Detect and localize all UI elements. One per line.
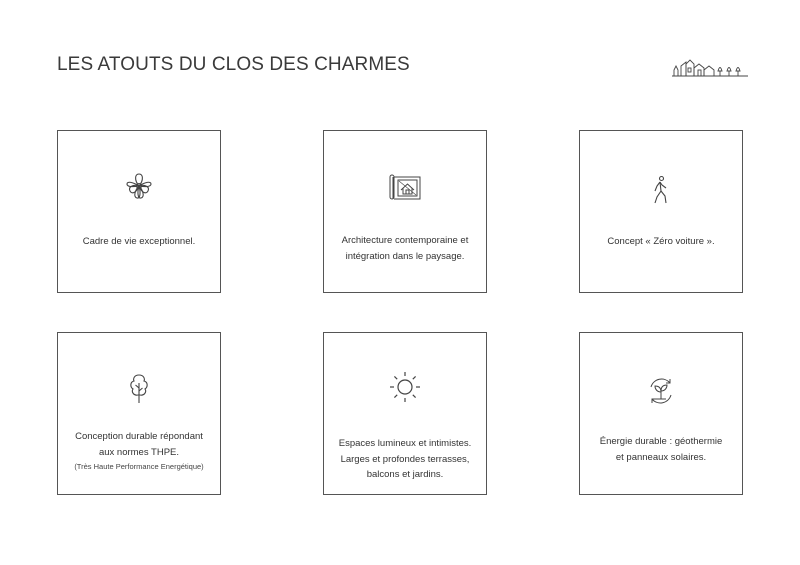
card-line: intégration dans le paysage. [345, 250, 465, 262]
card-line: Architecture contemporaine et [341, 235, 469, 246]
card-line: aux normes THPE. [98, 446, 180, 458]
flower-icon [121, 169, 157, 205]
page-title: LES ATOUTS DU CLOS DES CHARMES [57, 54, 410, 75]
feature-card-cadre [57, 130, 221, 293]
card-text [584, 434, 738, 465]
card-line: Espaces lumineux et intimistes. [338, 438, 472, 449]
card-line: Conception durable répondant [75, 431, 203, 442]
houses-skyline-icon [672, 56, 748, 80]
card-text [328, 436, 482, 483]
card-text [62, 429, 216, 473]
walking-person-icon [643, 173, 679, 209]
card-line: balcons et jardins. [366, 469, 444, 480]
tree-icon [121, 371, 157, 407]
feature-card-architecture [323, 130, 487, 293]
card-note: (Très Haute Performance Energétique) [74, 462, 204, 471]
card-line: Énergie durable : géothermie [599, 436, 723, 447]
card-text [62, 234, 216, 250]
eco-energy-icon [643, 373, 679, 409]
feature-card-concept [579, 130, 743, 293]
feature-card-energie [579, 332, 743, 495]
card-text [584, 234, 738, 250]
architecture-plan-icon [387, 169, 423, 205]
feature-card-conception [57, 332, 221, 495]
card-line: Cadre de vie exceptionnel. [82, 236, 196, 247]
feature-card-espaces [323, 332, 487, 495]
card-line: Concept « Zéro voiture ». [607, 236, 715, 247]
card-text [328, 233, 482, 264]
sun-icon [387, 369, 423, 405]
card-line: et panneaux solaires. [615, 451, 707, 463]
card-line: Larges et profondes terrasses, [340, 453, 470, 465]
